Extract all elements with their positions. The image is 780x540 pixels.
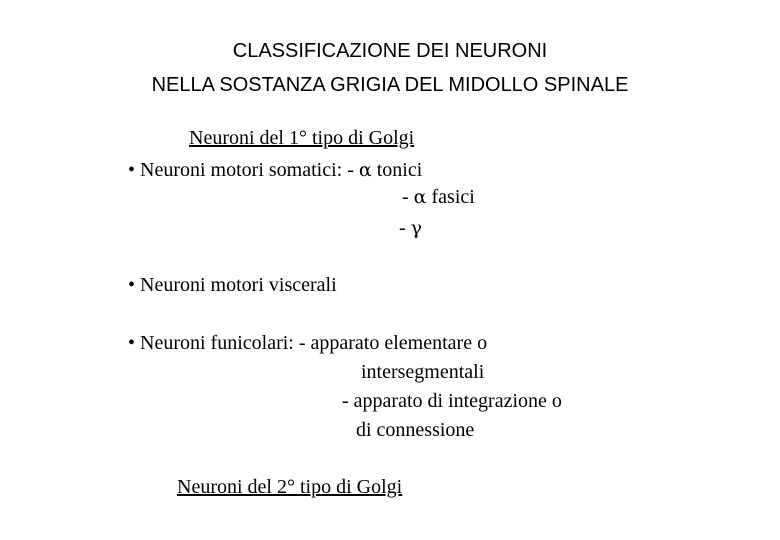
funicular-line-4: di connessione	[356, 419, 475, 441]
funicular-label: Neuroni funicolari: - apparato elementare o	[140, 332, 488, 354]
fasici-label: fasici	[426, 186, 475, 208]
funicular-line-2: intersegmentali	[361, 361, 485, 383]
title-line-2: NELLA SOSTANZA GRIGIA DEL MIDOLLO SPINALE	[151, 74, 629, 96]
funicular-line-3: - apparato di integrazione o	[342, 390, 562, 412]
motor-somatic-label: Neuroni motori somatici: -	[140, 159, 359, 181]
bullet: •	[128, 274, 136, 296]
list-item-motor-somatic	[128, 158, 422, 182]
list-subitem-alpha-fasici	[402, 185, 475, 209]
motor-visceral-label: Neuroni motori viscerali	[140, 274, 337, 296]
list-item-funicular	[128, 331, 487, 355]
alpha-symbol: α	[413, 186, 427, 208]
heading-golgi-type-1: Neuroni del 1° tipo di Golgi	[189, 127, 415, 149]
bullet: •	[128, 332, 136, 354]
dash: -	[402, 186, 414, 208]
alpha-symbol: α	[358, 159, 372, 181]
list-subitem-gamma	[399, 216, 422, 240]
title-line-1: CLASSIFICAZIONE DEI NEURONI	[232, 40, 548, 62]
list-item-motor-visceral	[128, 273, 337, 297]
dash: -	[399, 217, 411, 239]
gamma-symbol: γ	[410, 217, 423, 239]
tonici-label: tonici	[371, 159, 423, 181]
heading-golgi-type-2: Neuroni del 2° tipo di Golgi	[177, 476, 403, 498]
bullet: •	[128, 159, 136, 181]
